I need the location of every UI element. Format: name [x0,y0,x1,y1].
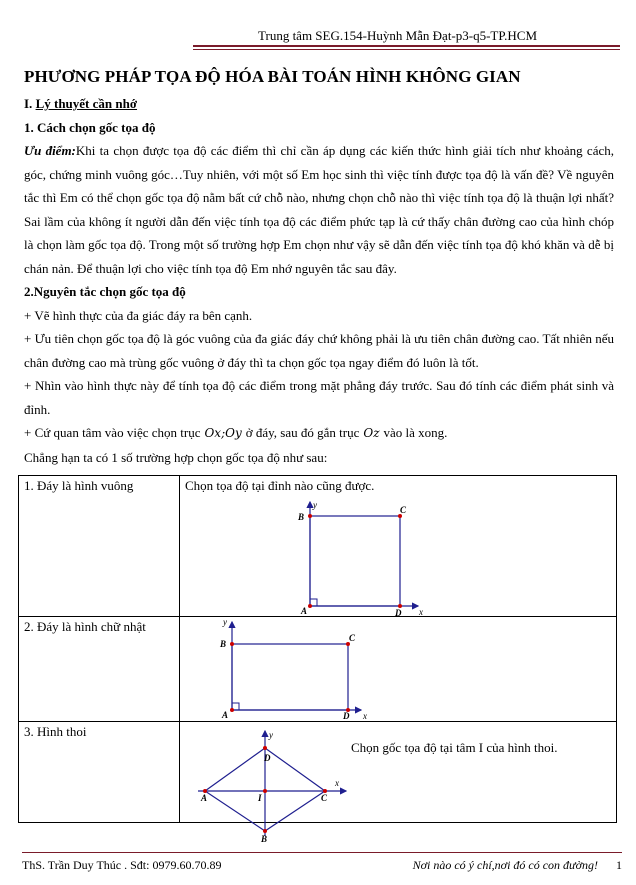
rule-3: + Nhìn vào hình thực này để tính tọa độ các điểm trong mặt phẳng đáy trước. Sau đó tính các điểm phát sinh và đỉnh. [24,378,614,417]
advantage-lead: Ưu điểm: [24,143,76,158]
label-d: D [343,711,350,721]
label-y: y [223,617,227,627]
case-cell: 1. Đáy là hình vuông [19,476,180,617]
axes-ox-oy: Ox;Oy [204,426,242,440]
header-rule-thin [193,49,620,50]
section-number: I. [24,96,36,111]
label-x: x [335,778,339,788]
case-note: Chọn gốc tọa độ tại tâm I của hình thoi. [351,740,558,755]
square-shape [310,516,400,606]
case-cell: 3. Hình thoi [19,722,180,823]
label-b: B [298,512,305,522]
label-b: B [261,834,268,844]
examples-intro: Chẳng hạn ta có 1 số trường hợp chọn gốc tọa độ như sau: [24,449,328,465]
footer-author: ThS. Trần Duy Thúc . Sđt: 0979.60.70.89 [22,858,222,872]
label-x: x [363,711,367,721]
label-a: A [222,710,229,720]
section-heading [24,92,614,116]
label-a: A [201,793,208,803]
subsection-heading-2: 2.Nguyên tắc chọn gốc tọa độ [24,284,186,299]
axis-oz: Oz [363,426,380,440]
main-content [24,66,614,469]
label-d: D [395,608,402,618]
subsection-heading-1: 1. Cách chọn gốc tọa độ [24,119,156,135]
label-a: A [301,606,308,616]
label-i: I [258,793,262,803]
square-diagram [290,496,440,620]
section-label: Lý thuyết cần nhớ [35,96,138,111]
rectangle-diagram [215,616,385,722]
header-text: Trung tâm SEG.154-Huỳnh Mẫn Đạt-p3-q5-TP.HCM [258,28,538,43]
case-cell: 2. Đáy là hình chữ nhật [19,617,180,722]
rectangle-shape [232,644,348,710]
case-note: Chọn tọa độ tại đỉnh nào cũng được. [185,478,375,493]
rule-1: + Vẽ hình thực của đa giác đáy ra bên cạnh. [24,307,253,323]
rule-4-middle: ở đáy, sau đó gắn trục [245,425,360,440]
label-c: C [349,633,356,643]
footer-motto [413,858,622,873]
advantage-text: Khi ta chọn được tọa độ các điểm thì chỉ cần áp dụng các kiến thức hình giải tích như khoảng cách, góc, chứng minh vuông góc…Tuy nhiên, với một số Em học sinh thì việc tính được tọa độ là vấn đề? Về nguyên tắc thì Em có thể chọn gốc tọa độ nằm bất cứ chỗ nào, nhưng chọn chỗ nào thì việc tính tọa độ là thuận lợi nhất? Sai lầm của không ít người dẫn đến việc tính tọa độ các điểm phức tạp là cứ thấy chân đường cao của hình chóp là chọn làm gốc tọa độ. Trong một số trường hợp Em chọn như vậy sẽ dẫn đến việc tính tọa độ khó khăn và dễ bị chán nản. Để thuận lợi cho việc tính tọa độ Em nhớ nguyên tắc sau đây. [24,143,614,276]
rule-4-after: vào là xong. [383,425,448,440]
footer-motto-text: Nơi nào có ý chí,nơi đó có con đường! [412,858,598,872]
rule-4-before: + Cứ quan tâm vào việc chọn trục [24,425,201,440]
rhombus-diagram [194,728,352,844]
advantage-paragraph [24,139,614,280]
label-x: x [419,607,423,617]
rule-2: + Ưu tiên chọn gốc tọa độ là góc vuông của đa giác đáy chứ không phải là ưu tiên chân đường cao. Tất nhiên nếu chân đường cao mà trùng gốc vuông ở đáy thì ta chọn gốc tọa ngay điểm đó luôn là tốt. [24,331,614,370]
page-number: 1 [616,858,622,872]
label-y: y [269,730,273,740]
label-c: C [400,505,407,515]
label-b: B [220,639,227,649]
rule-4 [24,421,614,446]
label-d: D [264,753,271,763]
footer-rule [22,852,622,853]
label-y: y [313,500,317,510]
header-rule [193,45,620,47]
page-title: PHƯƠNG PHÁP TỌA ĐỘ HÓA BÀI TOÁN HÌNH KHÔNG GIAN [24,67,521,86]
label-c: C [321,793,328,803]
